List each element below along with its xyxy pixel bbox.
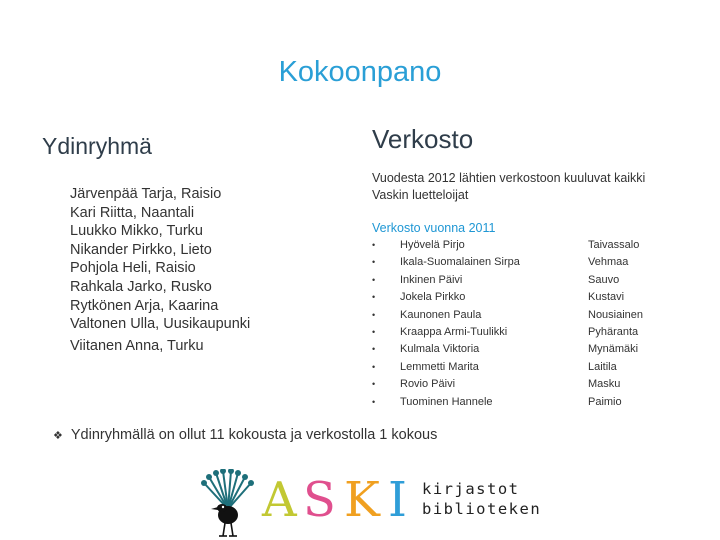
network-heading: Verkosto [372,124,474,154]
network-member [372,394,692,411]
network-member-place: Vehmaa [588,256,629,269]
bullet: • [372,292,376,303]
network-member [372,359,692,376]
network-year-label: Verkosto vuonna 2011 [372,221,496,235]
network-member-name: Hyövelä Pirjo [400,239,465,251]
bullet: • [372,379,376,390]
core-group-member: Nikander Pirkko, Lieto [70,241,212,258]
network-member-name: Jokela Pirkko [400,291,466,304]
core-group-member: Rytkönen Arja, Kaarina [70,297,219,314]
network-member-name: Kaunonen Paula [400,308,482,321]
logo-letter-a: A [262,472,297,528]
network-member-name: Kraappa Armi-Tuulikki [400,325,508,338]
logo-line-kirjastot: kirjastot [422,480,520,498]
network-member-place: Nousiainen [588,308,644,321]
logo-line-biblioteken: biblioteken [422,500,542,518]
core-group-heading: Ydinryhmä [42,133,152,159]
network-member [372,341,692,358]
network-member-place: Pyhäranta [588,325,639,338]
network-member-place: Mynämäki [588,343,639,356]
network-member-place: Taivassalo [588,239,640,251]
slide-title: Kokoonpano [278,56,442,88]
network-member [372,272,692,289]
meeting-note [53,427,437,443]
core-group-member: Valtonen Ulla, Uusikaupunki [70,316,251,333]
core-group-member: Pohjola Heli, Raisio [70,260,196,277]
bullet: • [372,361,376,372]
network-description: Vuodesta 2012 lähtien verkostoon kuuluvat kaikki Vaskin luetteloijat [372,171,646,202]
diamond-bullet-icon: ❖ [53,430,63,442]
network-member-place: Kustavi [588,291,625,304]
network-member-name: Lemmetti Marita [400,360,479,373]
core-group-member: Kari Riitta, Naantali [70,204,195,221]
network-member-name: Rovio Päivi [400,378,456,391]
meeting-note-text: Ydinryhmällä on ollut 11 kokousta ja verkostolla 1 kokous [70,427,438,443]
bullet: • [372,274,376,285]
vaski-logo [198,469,542,540]
network-member-place: Paimio [588,395,622,408]
network-member-name: Kulmala Viktoria [400,343,480,356]
network-member-place: Laitila [588,360,617,373]
network-member-name: Ikala-Suomalainen Sirpa [400,256,520,269]
network-member [372,289,692,306]
network-member [372,376,692,393]
network-member [372,237,692,254]
core-group-member: Viitanen Anna, Turku [70,337,204,354]
logo-letter-s: S [303,472,336,528]
network-member [372,254,692,271]
network-member [372,307,692,324]
bullet: • [372,396,376,407]
core-group-member: Rahkala Jarko, Rusko [70,278,212,295]
bullet: • [372,257,376,268]
bullet: • [372,309,376,320]
core-group-member: Luukko Mikko, Turku [70,223,203,240]
network-member-name: Tuominen Hannele [400,395,493,408]
network-member-place: Masku [588,378,621,391]
bird-icon [198,469,258,540]
bullet: • [372,240,376,250]
core-group-list [70,185,250,355]
bullet: • [372,344,376,355]
network-member-name: Inkinen Päivi [400,273,463,286]
network-member [372,324,692,341]
bullet: • [372,326,376,337]
network-list [372,237,692,411]
logo-letter-k: K [344,472,380,528]
network-member-place: Sauvo [588,273,620,286]
logo-letter-i: I [388,472,407,528]
core-group-member: Järvenpää Tarja, Raisio [70,186,222,202]
